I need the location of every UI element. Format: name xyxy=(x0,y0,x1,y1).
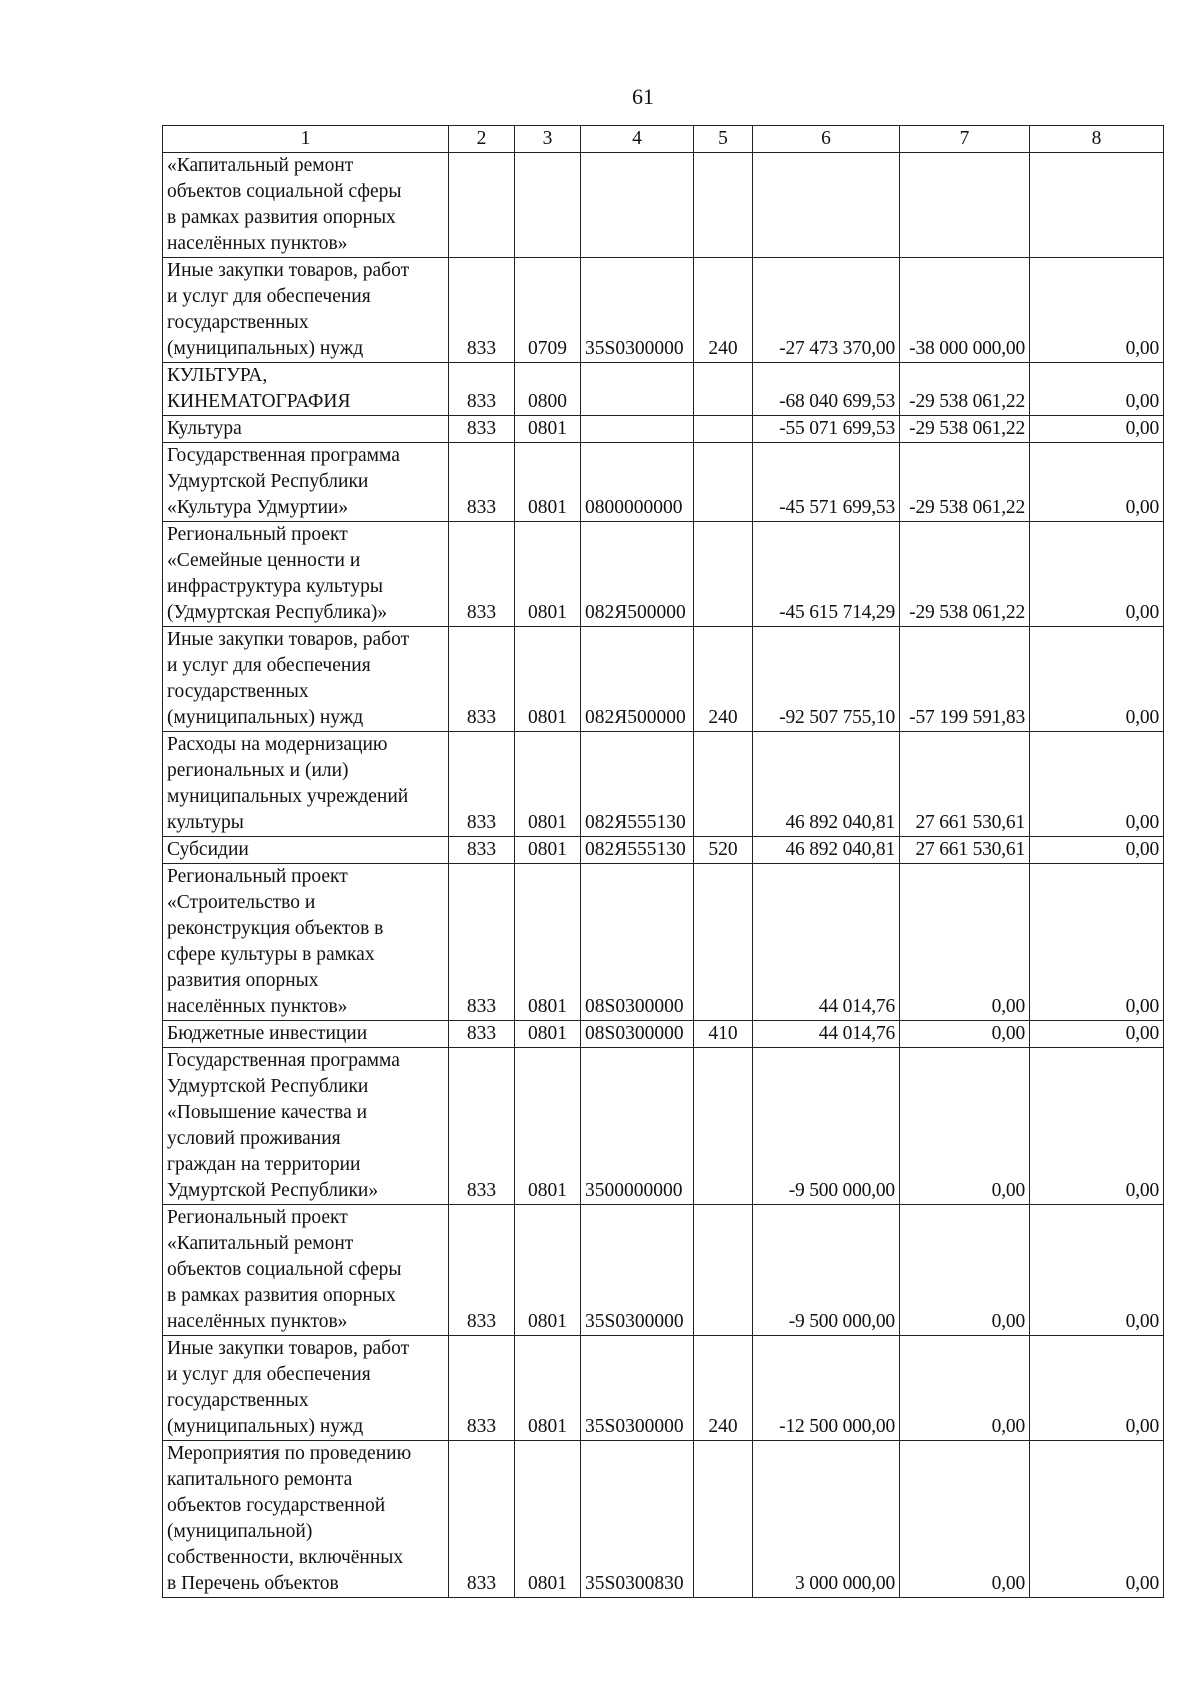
row-name-cell: Расходы на модернизацию региональных и (или) муниципальных учреждений культуры xyxy=(163,732,449,837)
expense-type-cell: 240 xyxy=(694,627,753,732)
amount-col8-cell: 0,00 xyxy=(1030,864,1164,1021)
target-article-cell: 082Я555130 xyxy=(581,837,694,864)
section-cell: 0801 xyxy=(515,1205,581,1336)
amount-col6-cell: -9 500 000,00 xyxy=(753,1048,900,1205)
amount-col7-cell: 0,00 xyxy=(900,1336,1030,1441)
amount-col8-cell: 0,00 xyxy=(1030,1205,1164,1336)
target-article-cell: 082Я500000 xyxy=(581,627,694,732)
amount-col6-cell: 44 014,76 xyxy=(753,1021,900,1048)
table-row xyxy=(163,837,1164,864)
vedomstvo-cell: 833 xyxy=(449,416,515,443)
column-header: 2 xyxy=(449,126,515,153)
vedomstvo-cell: 833 xyxy=(449,1205,515,1336)
target-article-cell: 08S0300000 xyxy=(581,1021,694,1048)
column-header: 1 xyxy=(163,126,449,153)
row-name-cell: Иные закупки товаров, работ и услуг для обеспечения государственных (муниципальных) нужд xyxy=(163,1336,449,1441)
row-name-cell: «Капитальный ремонт объектов социальной сферы в рамках развития опорных населённых пунктов» xyxy=(163,153,449,258)
amount-col7-cell: -29 538 061,22 xyxy=(900,522,1030,627)
table-row xyxy=(163,443,1164,522)
vedomstvo-cell: 833 xyxy=(449,627,515,732)
table-row xyxy=(163,153,1164,258)
amount-col6-cell: -9 500 000,00 xyxy=(753,1205,900,1336)
column-header: 4 xyxy=(581,126,694,153)
row-name-cell: Бюджетные инвестиции xyxy=(163,1021,449,1048)
amount-col7-cell: 27 661 530,61 xyxy=(900,837,1030,864)
amount-col6-cell: -12 500 000,00 xyxy=(753,1336,900,1441)
table-row xyxy=(163,1021,1164,1048)
amount-col6-cell: -55 071 699,53 xyxy=(753,416,900,443)
table-row xyxy=(163,522,1164,627)
table-row xyxy=(163,1048,1164,1205)
section-cell: 0801 xyxy=(515,443,581,522)
target-article-cell: 08S0300000 xyxy=(581,864,694,1021)
vedomstvo-cell: 833 xyxy=(449,522,515,627)
section-cell xyxy=(515,153,581,258)
amount-col7-cell: -29 538 061,22 xyxy=(900,443,1030,522)
amount-col8-cell: 0,00 xyxy=(1030,1441,1164,1598)
expense-type-cell xyxy=(694,363,753,416)
target-article-cell: 082Я500000 xyxy=(581,522,694,627)
amount-col6-cell: -45 571 699,53 xyxy=(753,443,900,522)
header-row xyxy=(163,126,1164,153)
amount-col6-cell: 3 000 000,00 xyxy=(753,1441,900,1598)
table-row xyxy=(163,1205,1164,1336)
amount-col8-cell: 0,00 xyxy=(1030,1048,1164,1205)
table-row xyxy=(163,1336,1164,1441)
page-number: 61 xyxy=(632,84,654,109)
expense-type-cell xyxy=(694,1441,753,1598)
expense-type-cell xyxy=(694,522,753,627)
amount-col8-cell: 0,00 xyxy=(1030,363,1164,416)
section-cell: 0801 xyxy=(515,1048,581,1205)
budget-table xyxy=(162,125,1164,1598)
section-cell: 0801 xyxy=(515,627,581,732)
section-cell: 0801 xyxy=(515,837,581,864)
target-article-cell: 35S0300000 xyxy=(581,258,694,363)
table-row xyxy=(163,732,1164,837)
column-header: 7 xyxy=(900,126,1030,153)
target-article-cell xyxy=(581,153,694,258)
section-cell: 0709 xyxy=(515,258,581,363)
vedomstvo-cell: 833 xyxy=(449,258,515,363)
vedomstvo-cell: 833 xyxy=(449,1048,515,1205)
target-article-cell xyxy=(581,363,694,416)
amount-col7-cell: -29 538 061,22 xyxy=(900,363,1030,416)
amount-col7-cell: -29 538 061,22 xyxy=(900,416,1030,443)
expense-type-cell: 240 xyxy=(694,258,753,363)
amount-col6-cell: -45 615 714,29 xyxy=(753,522,900,627)
amount-col8-cell: 0,00 xyxy=(1030,1021,1164,1048)
amount-col8-cell: 0,00 xyxy=(1030,627,1164,732)
amount-col6-cell: 44 014,76 xyxy=(753,864,900,1021)
column-header: 8 xyxy=(1030,126,1164,153)
row-name-cell: Субсидии xyxy=(163,837,449,864)
expense-type-cell xyxy=(694,443,753,522)
amount-col7-cell: 0,00 xyxy=(900,1205,1030,1336)
section-cell: 0801 xyxy=(515,416,581,443)
amount-col8-cell: 0,00 xyxy=(1030,443,1164,522)
expense-type-cell xyxy=(694,1205,753,1336)
vedomstvo-cell: 833 xyxy=(449,443,515,522)
vedomstvo-cell: 833 xyxy=(449,837,515,864)
amount-col8-cell: 0,00 xyxy=(1030,416,1164,443)
table-row xyxy=(163,416,1164,443)
column-header: 6 xyxy=(753,126,900,153)
target-article-cell: 082Я555130 xyxy=(581,732,694,837)
section-cell: 0801 xyxy=(515,522,581,627)
amount-col6-cell: 46 892 040,81 xyxy=(753,732,900,837)
amount-col6-cell xyxy=(753,153,900,258)
expense-type-cell xyxy=(694,732,753,837)
column-header: 3 xyxy=(515,126,581,153)
target-article-cell xyxy=(581,416,694,443)
target-article-cell: 35S0300000 xyxy=(581,1336,694,1441)
amount-col7-cell: -38 000 000,00 xyxy=(900,258,1030,363)
amount-col8-cell: 0,00 xyxy=(1030,837,1164,864)
target-article-cell: 35S0300000 xyxy=(581,1205,694,1336)
amount-col8-cell: 0,00 xyxy=(1030,732,1164,837)
vedomstvo-cell: 833 xyxy=(449,732,515,837)
row-name-cell: Культура xyxy=(163,416,449,443)
vedomstvo-cell: 833 xyxy=(449,1021,515,1048)
expense-type-cell xyxy=(694,416,753,443)
row-name-cell: Мероприятия по проведению капитального ремонта объектов государственной (муниципальной) собственности, включённых в Перечень объектов xyxy=(163,1441,449,1598)
expense-type-cell xyxy=(694,864,753,1021)
vedomstvo-cell: 833 xyxy=(449,1441,515,1598)
vedomstvo-cell: 833 xyxy=(449,864,515,1021)
amount-col8-cell xyxy=(1030,153,1164,258)
vedomstvo-cell: 833 xyxy=(449,363,515,416)
table-row xyxy=(163,1441,1164,1598)
table-row xyxy=(163,258,1164,363)
section-cell: 0801 xyxy=(515,1336,581,1441)
vedomstvo-cell xyxy=(449,153,515,258)
row-name-cell: Государственная программа Удмуртской Республики «Культура Удмуртии» xyxy=(163,443,449,522)
amount-col8-cell: 0,00 xyxy=(1030,1336,1164,1441)
row-name-cell: Региональный проект «Семейные ценности и инфраструктура культуры (Удмуртская Республика)» xyxy=(163,522,449,627)
table-row xyxy=(163,627,1164,732)
amount-col6-cell: 46 892 040,81 xyxy=(753,837,900,864)
amount-col7-cell: 0,00 xyxy=(900,1441,1030,1598)
target-article-cell: 3500000000 xyxy=(581,1048,694,1205)
table-row xyxy=(163,363,1164,416)
expense-type-cell: 410 xyxy=(694,1021,753,1048)
amount-col8-cell: 0,00 xyxy=(1030,258,1164,363)
amount-col7-cell: -57 199 591,83 xyxy=(900,627,1030,732)
row-name-cell: Иные закупки товаров, работ и услуг для обеспечения государственных (муниципальных) нужд xyxy=(163,258,449,363)
section-cell: 0801 xyxy=(515,1441,581,1598)
amount-col7-cell xyxy=(900,153,1030,258)
amount-col6-cell: -68 040 699,53 xyxy=(753,363,900,416)
target-article-cell: 0800000000 xyxy=(581,443,694,522)
amount-col7-cell: 0,00 xyxy=(900,1021,1030,1048)
amount-col6-cell: -27 473 370,00 xyxy=(753,258,900,363)
vedomstvo-cell: 833 xyxy=(449,1336,515,1441)
expense-type-cell: 520 xyxy=(694,837,753,864)
row-name-cell: Региональный проект «Капитальный ремонт объектов социальной сферы в рамках развития опорных населённых пунктов» xyxy=(163,1205,449,1336)
expense-type-cell xyxy=(694,1048,753,1205)
section-cell: 0801 xyxy=(515,864,581,1021)
section-cell: 0800 xyxy=(515,363,581,416)
row-name-cell: КУЛЬТУРА, КИНЕМАТОГРАФИЯ xyxy=(163,363,449,416)
amount-col6-cell: -92 507 755,10 xyxy=(753,627,900,732)
section-cell: 0801 xyxy=(515,732,581,837)
amount-col7-cell: 27 661 530,61 xyxy=(900,732,1030,837)
amount-col7-cell: 0,00 xyxy=(900,1048,1030,1205)
column-header: 5 xyxy=(694,126,753,153)
row-name-cell: Региональный проект «Строительство и реконструкция объектов в сфере культуры в рамках развития опорных населённых пунктов» xyxy=(163,864,449,1021)
row-name-cell: Иные закупки товаров, работ и услуг для обеспечения государственных (муниципальных) нужд xyxy=(163,627,449,732)
section-cell: 0801 xyxy=(515,1021,581,1048)
row-name-cell: Государственная программа Удмуртской Республики «Повышение качества и условий проживания граждан на территории Удмуртской Республики» xyxy=(163,1048,449,1205)
amount-col8-cell: 0,00 xyxy=(1030,522,1164,627)
table-row xyxy=(163,864,1164,1021)
target-article-cell: 35S0300830 xyxy=(581,1441,694,1598)
expense-type-cell xyxy=(694,153,753,258)
amount-col7-cell: 0,00 xyxy=(900,864,1030,1021)
expense-type-cell: 240 xyxy=(694,1336,753,1441)
